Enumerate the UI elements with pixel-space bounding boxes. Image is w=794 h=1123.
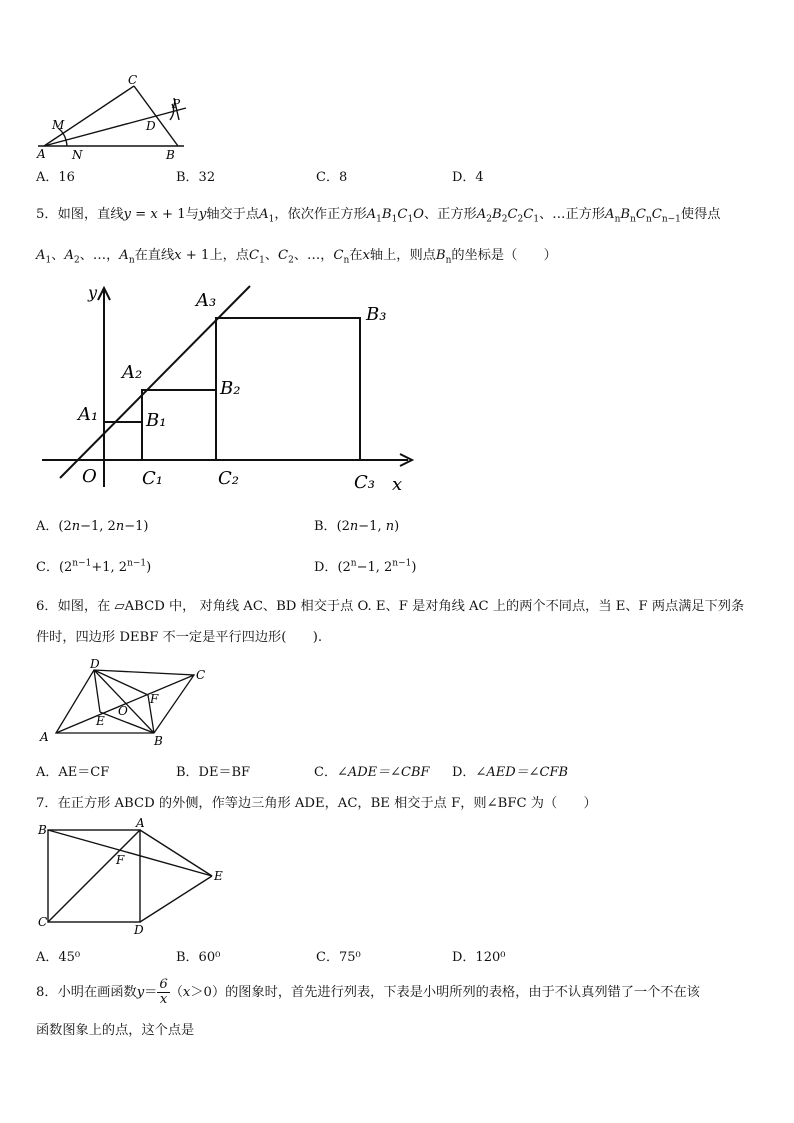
q5-stem-line1: 5．如图，直线y = x + 1与y轴交于点$A_1$，依次作正方形$A_1B_1C_1O$、正方形$A_2B_2C_2C_1$、…正方形$A_nB_nC_nC_{n-1}$使得点 (36, 207, 721, 225)
label-B3: B₃ (366, 304, 387, 325)
label-O: O (118, 704, 128, 718)
q5-squares-figure (36, 282, 426, 498)
label-C: C (196, 668, 206, 682)
label-O: O (82, 466, 97, 487)
q5-option-a[interactable]: A．(2n−1, 2n−1) (36, 519, 149, 534)
q4-option-b[interactable]: B．32 (176, 170, 216, 185)
label-F: F (116, 853, 125, 867)
q5-option-b[interactable]: B．(2n−1, n) (314, 519, 400, 534)
q6-parallelogram-figure (36, 657, 216, 749)
label-A: A (40, 730, 49, 744)
label-B2: B₂ (220, 378, 241, 399)
q7-option-c[interactable]: C．75⁰ (316, 950, 361, 965)
q4-triangle-figure (34, 72, 204, 164)
label-B1: B₁ (146, 410, 167, 431)
q7-square-triangle-figure (36, 818, 236, 938)
q4-option-a[interactable]: A．16 (36, 170, 75, 185)
q7-option-a[interactable]: A．45⁰ (36, 950, 81, 965)
q7-option-b[interactable]: B．60⁰ (176, 950, 221, 965)
label-C3: C₃ (354, 472, 375, 493)
label-B: B (154, 734, 163, 748)
label-A: A (136, 818, 145, 830)
label-y: y (88, 283, 98, 302)
q8-stem-line1: 8．小明在画函数y＝ $\frac{6}{x}$ （x＞0）的图象时，首先进行列表，下表是小明所列的表格，由于不认真列错了一个不在该 (36, 977, 700, 1007)
label-F: F (150, 692, 159, 706)
label-A3: A₃ (196, 290, 217, 311)
label-N: N (72, 148, 83, 162)
q6-option-a[interactable]: A．AE＝CF (36, 765, 110, 780)
label-C: C (38, 915, 48, 929)
q6-option-b[interactable]: B．DE＝BF (176, 765, 251, 780)
q5-stem-line2: $A_1$、$A_2$、…，$A_n$在直线x + 1上，点$C_1$、$C_2$、…，$C_n$在x轴上，则点$B_n$的坐标是（ ） (36, 248, 557, 266)
q6-stem-line2: 件时，四边形 DEBF 不一定是平行四边形( ). (36, 630, 323, 645)
q6-stem-line1: 6．如图，在 ▱ABCD 中， 对角线 AC、BD 相交于点 O. E、F 是对角线 AC 上的两个不同点，当 E、F 两点满足下列条 (36, 599, 745, 614)
label-C: C (128, 73, 138, 87)
label-A1: A₁ (78, 404, 99, 425)
label-B: B (166, 148, 175, 162)
label-P: P (172, 97, 181, 111)
label-A: A (37, 147, 46, 161)
q6-option-d[interactable]: D．∠AED＝∠CFB (452, 765, 569, 780)
q7-stem-line1: 7．在正方形 ABCD 的外侧，作等边三角形 ADE，AC，BE 相交于点 F，则∠BFC 为（ ） (36, 796, 597, 811)
q8-stem-line2: 函数图象上的点，这个点是 (36, 1023, 195, 1038)
q5-option-c[interactable]: C．($2^{n-1}+1$, $2^{n-1}$) (36, 558, 152, 575)
label-D: D (146, 119, 156, 133)
label-M: M (52, 118, 65, 132)
q5-option-d[interactable]: D．($2^n-1$, $2^{n-1}$) (314, 558, 417, 575)
label-B: B (38, 823, 47, 837)
label-D: D (134, 923, 144, 937)
label-C2: C₂ (218, 468, 239, 489)
label-D: D (90, 657, 100, 671)
label-A2: A₂ (122, 362, 143, 383)
label-C1: C₁ (142, 468, 163, 489)
q4-option-d[interactable]: D．4 (452, 170, 484, 185)
label-E: E (96, 714, 105, 728)
q6-option-c[interactable]: C．∠ADE＝∠CBF (314, 765, 430, 780)
label-E: E (214, 869, 223, 883)
label-x: x (392, 474, 403, 495)
q7-option-d[interactable]: D．120⁰ (452, 950, 506, 965)
q4-option-c[interactable]: C．8 (316, 170, 348, 185)
